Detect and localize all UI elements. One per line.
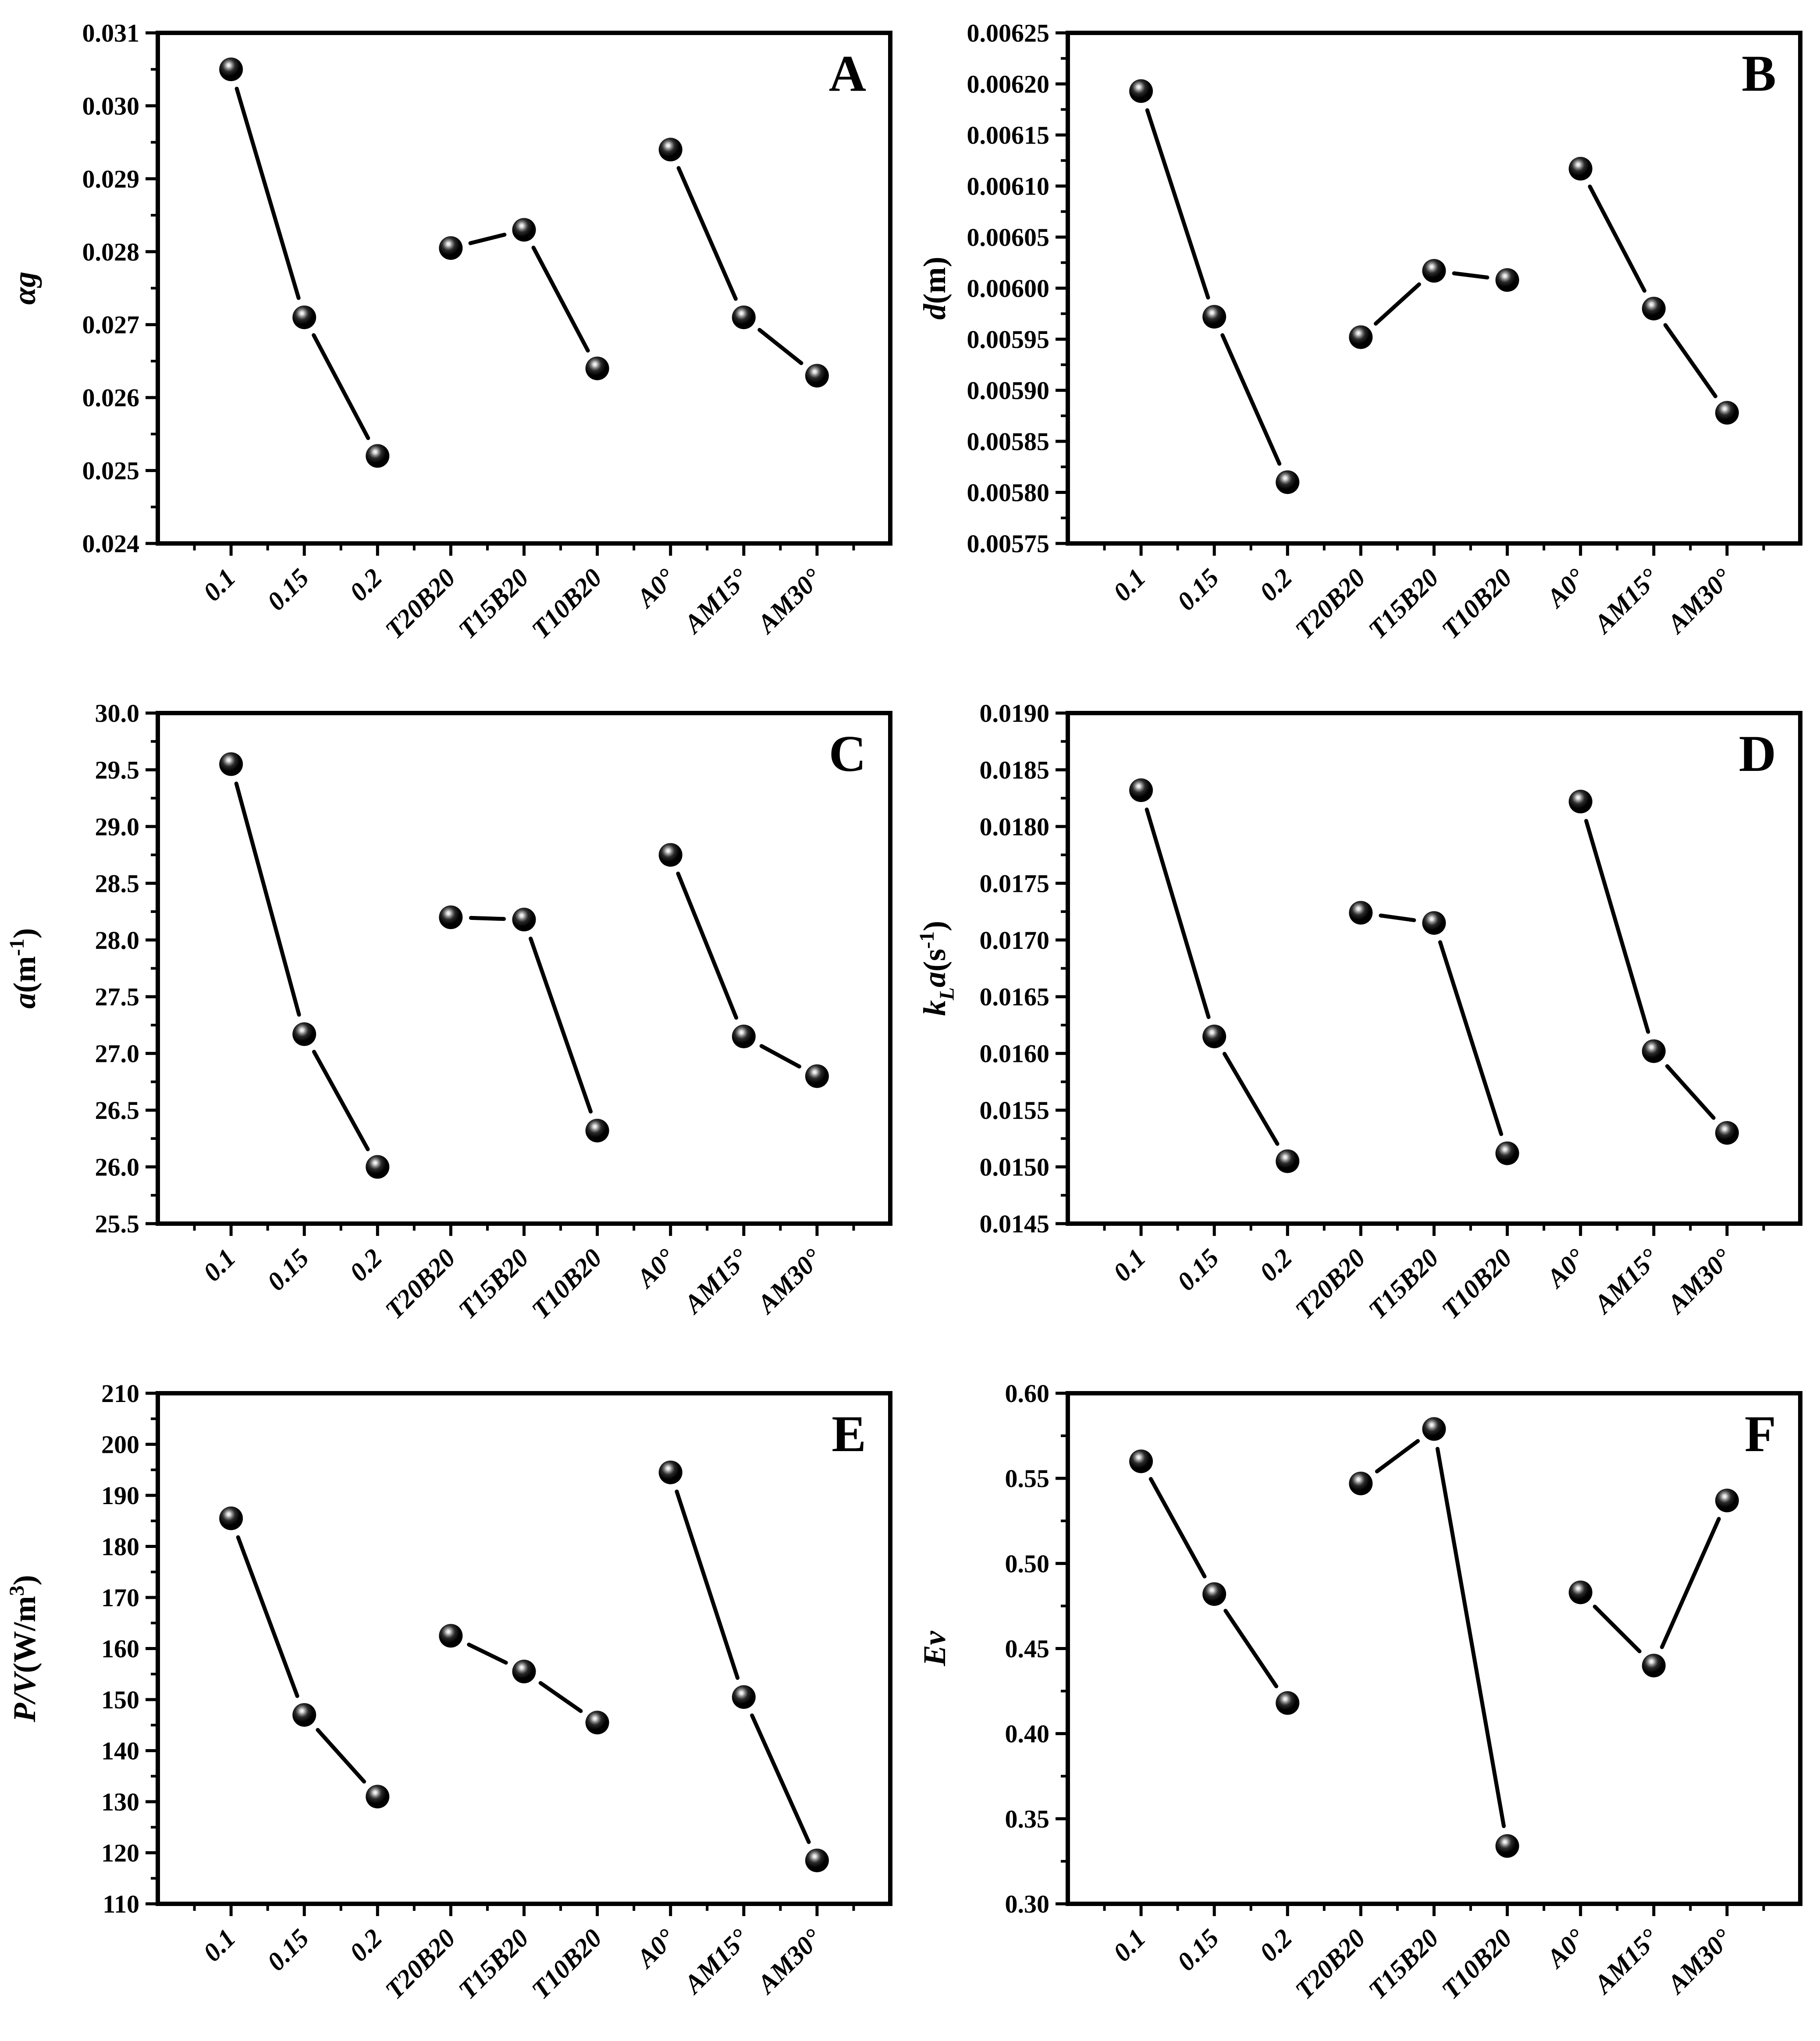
x-tick-label: T10B20 — [526, 1923, 608, 2005]
y-tick-label: 0.031 — [82, 19, 139, 47]
x-axis — [1105, 1224, 1764, 1324]
series-line — [1454, 273, 1487, 278]
x-tick-label: T15B20 — [1362, 1243, 1444, 1325]
series-line — [314, 335, 368, 438]
x-tick-label: A0° — [1541, 1923, 1591, 1973]
series-line — [1223, 335, 1280, 464]
data-point-marker — [366, 1785, 389, 1808]
x-tick-label: AM15° — [678, 563, 754, 639]
y-axis-label: Ev — [917, 1631, 952, 1666]
series-line — [469, 1645, 506, 1663]
y-axis — [1005, 1379, 1068, 1918]
data-point-marker — [1276, 1150, 1299, 1173]
series-line — [1440, 942, 1501, 1134]
data-point-marker — [1276, 470, 1299, 494]
y-tick-label: 150 — [101, 1686, 139, 1714]
y-tick-label: 0.60 — [1005, 1379, 1049, 1408]
x-tick-label: 0.2 — [344, 1243, 388, 1287]
data-series — [219, 753, 829, 1179]
y-tick-label: 190 — [101, 1481, 139, 1510]
y-tick-label: 0.00585 — [967, 427, 1049, 456]
data-point-marker — [805, 1064, 829, 1088]
y-tick-label: 0.0160 — [979, 1039, 1049, 1068]
panel-letter: F — [1744, 1405, 1776, 1462]
x-tick-label: AM15° — [1588, 1923, 1664, 1999]
series-line — [533, 248, 588, 351]
data-point-marker — [1349, 1472, 1372, 1495]
x-axis — [195, 1904, 854, 2005]
data-point-marker — [732, 1025, 756, 1048]
data-point-marker — [292, 1022, 316, 1046]
x-tick-label: AM30° — [752, 1243, 828, 1319]
data-point-marker — [1349, 901, 1372, 925]
y-tick-label: 0.0180 — [979, 812, 1049, 841]
y-tick-label: 27.5 — [95, 983, 139, 1012]
plot-box — [158, 1393, 890, 1904]
series-line — [760, 330, 801, 363]
x-tick-label: 0.1 — [1107, 1923, 1152, 1967]
y-tick-label: 29.5 — [95, 756, 139, 784]
series-line — [1590, 187, 1644, 291]
series-line — [236, 784, 299, 1015]
series-line — [1376, 284, 1419, 324]
y-tick-label: 0.40 — [1005, 1719, 1049, 1748]
y-tick-label: 0.0145 — [979, 1210, 1049, 1238]
series-line — [1662, 1519, 1719, 1647]
y-tick-label: 110 — [103, 1890, 139, 1918]
data-point-marker — [1422, 911, 1446, 935]
data-point-marker — [219, 753, 243, 776]
series-line — [314, 1052, 368, 1149]
x-tick-label: AM15° — [1588, 1243, 1664, 1319]
series-line — [1437, 1449, 1504, 1826]
x-tick-label: 0.2 — [344, 1923, 388, 1967]
y-tick-label: 29.0 — [95, 812, 139, 841]
data-point-marker — [292, 305, 316, 329]
x-tick-label: AM30° — [752, 563, 828, 639]
y-tick-label: 0.30 — [1005, 1890, 1049, 1918]
x-tick-label: 0.1 — [1107, 563, 1152, 607]
y-tick-label: 0.00595 — [967, 325, 1049, 354]
data-point-marker — [366, 1155, 389, 1179]
panel-f-chart — [910, 1360, 1820, 2041]
x-tick-label: T10B20 — [1436, 563, 1518, 645]
y-tick-label: 0.025 — [82, 456, 139, 485]
panel-letter: B — [1742, 45, 1776, 102]
data-point-marker — [659, 1461, 682, 1484]
y-tick-label: 0.00610 — [967, 172, 1049, 201]
x-tick-label: 0.15 — [1171, 1243, 1225, 1296]
y-tick-label: 0.45 — [1005, 1634, 1049, 1663]
data-point-marker — [1422, 1417, 1446, 1441]
x-tick-label: 0.2 — [1254, 1243, 1298, 1287]
series-line — [531, 939, 591, 1112]
x-tick-label: T10B20 — [526, 563, 608, 645]
series-line — [679, 168, 736, 298]
data-point-marker — [1496, 268, 1519, 292]
data-point-marker — [439, 236, 462, 260]
x-tick-label: T15B20 — [452, 1243, 534, 1325]
y-tick-label: 0.00590 — [967, 376, 1049, 405]
plot-box — [158, 713, 890, 1224]
y-tick-label: 0.00620 — [967, 70, 1049, 99]
panel-a-chart — [0, 0, 910, 680]
y-axis — [95, 699, 158, 1238]
data-series — [1129, 79, 1739, 494]
data-point-marker — [805, 1849, 829, 1872]
x-tick-label: AM30° — [752, 1923, 828, 1999]
x-tick-label: A0° — [631, 1243, 681, 1293]
data-point-marker — [586, 1119, 609, 1143]
y-tick-label: 30.0 — [95, 699, 139, 728]
series-line — [1147, 809, 1209, 1017]
series-line — [238, 1537, 297, 1696]
y-tick-label: 200 — [101, 1430, 139, 1459]
data-series — [1129, 1417, 1739, 1858]
y-tick-label: 25.5 — [95, 1210, 139, 1238]
y-tick-label: 180 — [101, 1532, 139, 1561]
x-tick-label: T20B20 — [1289, 1923, 1371, 2005]
panel-e-chart — [0, 1360, 910, 2041]
panel-e — [0, 1360, 910, 2041]
series-line — [471, 918, 504, 919]
data-point-marker — [439, 905, 462, 929]
panel-c-chart — [0, 680, 910, 1360]
x-tick-label: T15B20 — [452, 1923, 534, 2005]
data-point-marker — [659, 843, 682, 867]
data-point-marker — [366, 444, 389, 468]
x-tick-label: A0° — [1541, 563, 1591, 613]
y-tick-label: 0.0190 — [979, 699, 1049, 728]
data-point-marker — [586, 1711, 609, 1734]
y-tick-label: 0.55 — [1005, 1464, 1049, 1493]
y-tick-label: 0.0150 — [979, 1153, 1049, 1182]
y-tick-label: 0.00605 — [967, 223, 1049, 252]
x-tick-label: T20B20 — [379, 1243, 461, 1325]
y-tick-label: 0.0175 — [979, 869, 1049, 898]
data-point-marker — [1129, 79, 1153, 103]
series-line — [318, 1730, 364, 1782]
plot-box — [158, 33, 890, 543]
data-point-marker — [512, 908, 536, 931]
series-line — [1151, 1479, 1205, 1576]
data-point-marker — [1496, 1834, 1519, 1858]
series-line — [1226, 1611, 1276, 1686]
x-tick-label: T10B20 — [526, 1243, 608, 1325]
plot-box — [1068, 1393, 1800, 1904]
y-tick-label: 140 — [101, 1736, 139, 1765]
data-point-marker — [732, 305, 756, 329]
data-point-marker — [219, 1506, 243, 1530]
x-tick-label: 0.15 — [261, 1243, 315, 1296]
data-point-marker — [1349, 325, 1372, 349]
data-point-marker — [512, 218, 536, 241]
series-line — [752, 1715, 809, 1842]
data-point-marker — [1202, 1582, 1226, 1606]
panel-c — [0, 680, 910, 1360]
data-point-marker — [1202, 1025, 1226, 1048]
data-point-marker — [292, 1703, 316, 1727]
y-tick-label: 0.026 — [82, 383, 139, 412]
x-tick-label: 0.2 — [344, 563, 388, 607]
y-axis-label: $P/V(W/m^3)$ — [5, 1575, 42, 1722]
y-tick-label: 26.0 — [95, 1153, 139, 1182]
y-tick-label: 0.024 — [82, 529, 139, 558]
y-axis — [101, 1379, 158, 1918]
panel-a — [0, 0, 910, 680]
data-point-marker — [219, 57, 243, 81]
data-point-marker — [732, 1685, 756, 1709]
data-point-marker — [1642, 1654, 1666, 1677]
y-tick-label: 27.0 — [95, 1039, 139, 1068]
x-tick-label: AM15° — [1588, 563, 1664, 639]
y-tick-label: 210 — [101, 1379, 139, 1408]
y-tick-label: 0.030 — [82, 92, 139, 121]
y-axis-label: $a(m^{-1})$ — [5, 928, 42, 1009]
data-point-marker — [1496, 1141, 1519, 1165]
x-tick-label: 0.15 — [1171, 1923, 1225, 1977]
x-tick-label: T20B20 — [1289, 563, 1371, 645]
series-line — [677, 1491, 738, 1678]
x-tick-label: 0.1 — [1107, 1243, 1152, 1287]
x-tick-label: 0.1 — [197, 1923, 242, 1967]
data-point-marker — [1422, 259, 1446, 283]
y-tick-label: 0.0185 — [979, 756, 1049, 784]
x-axis — [1105, 1904, 1764, 2005]
x-tick-label: T20B20 — [1289, 1243, 1371, 1325]
x-tick-label: T15B20 — [1362, 1923, 1444, 2005]
x-tick-label: T20B20 — [379, 563, 461, 645]
y-tick-label: 0.00625 — [967, 19, 1049, 47]
data-point-marker — [1129, 778, 1153, 802]
x-tick-label: AM15° — [678, 1923, 754, 1999]
data-point-marker — [1569, 1580, 1592, 1604]
x-axis — [195, 543, 854, 644]
y-tick-label: 120 — [101, 1839, 139, 1867]
x-tick-label: A0° — [631, 563, 681, 613]
data-point-marker — [1276, 1691, 1299, 1715]
y-axis-label: αg — [7, 271, 42, 305]
data-point-marker — [1715, 401, 1739, 425]
x-tick-label: T20B20 — [379, 1923, 461, 2005]
x-tick-label: AM15° — [678, 1243, 754, 1319]
data-point-marker — [1642, 1039, 1666, 1063]
panel-d — [910, 680, 1820, 1360]
y-tick-label: 0.00575 — [967, 529, 1049, 558]
x-tick-label: 0.1 — [197, 563, 242, 607]
panel-letter: A — [828, 45, 866, 102]
y-tick-label: 0.0170 — [979, 926, 1049, 955]
panel-letter: D — [1738, 725, 1776, 782]
y-tick-label: 0.35 — [1005, 1804, 1049, 1833]
y-tick-label: 0.50 — [1005, 1549, 1049, 1578]
series-line — [1665, 325, 1715, 396]
panel-b-chart — [910, 0, 1820, 680]
y-axis — [82, 19, 158, 558]
y-tick-label: 0.029 — [82, 164, 139, 193]
data-point-marker — [659, 138, 682, 161]
x-axis — [1105, 543, 1764, 644]
panel-letter: E — [832, 1405, 866, 1462]
panel-b — [910, 0, 1820, 680]
y-tick-label: 170 — [101, 1583, 139, 1612]
data-point-marker — [512, 1660, 536, 1683]
series-line — [1595, 1607, 1639, 1651]
series-line — [678, 873, 736, 1018]
data-series — [219, 57, 829, 468]
y-tick-label: 0.00600 — [967, 274, 1049, 303]
y-tick-label: 0.00615 — [967, 121, 1049, 149]
x-tick-label: 0.15 — [261, 1923, 315, 1977]
data-series — [1129, 778, 1739, 1173]
y-tick-label: 0.027 — [82, 310, 139, 339]
y-tick-label: 0.0155 — [979, 1096, 1049, 1125]
y-tick-label: 28.0 — [95, 926, 139, 955]
y-tick-label: 130 — [101, 1788, 139, 1816]
data-point-marker — [1569, 790, 1592, 813]
y-tick-label: 0.028 — [82, 238, 139, 266]
series-line — [1381, 916, 1414, 920]
y-axis-label: d(m) — [917, 256, 952, 320]
series-line — [761, 1046, 799, 1067]
x-tick-label: AM30° — [1662, 1243, 1738, 1319]
data-point-marker — [1715, 1121, 1739, 1145]
series-line — [237, 89, 299, 298]
panel-d-chart — [910, 680, 1820, 1360]
x-axis — [195, 1224, 854, 1324]
y-tick-label: 28.5 — [95, 869, 139, 898]
x-tick-label: A0° — [631, 1923, 681, 1973]
x-tick-label: T10B20 — [1436, 1923, 1518, 2005]
data-point-marker — [1715, 1489, 1739, 1512]
data-point-marker — [439, 1624, 462, 1647]
data-point-marker — [1569, 157, 1592, 181]
panel-f — [910, 1360, 1820, 2041]
series-line — [1667, 1066, 1714, 1118]
data-point-marker — [1642, 297, 1666, 320]
panel-letter: C — [828, 725, 866, 782]
y-tick-label: 160 — [101, 1634, 139, 1663]
plot-box — [1068, 713, 1800, 1224]
data-series — [219, 1461, 829, 1872]
y-axis-label: $k_La(s^{-1})$ — [915, 920, 959, 1016]
series-line — [540, 1683, 581, 1711]
series-line — [1377, 1441, 1418, 1471]
y-axis — [967, 19, 1068, 558]
y-tick-label: 0.00580 — [967, 478, 1049, 507]
series-line — [1224, 1054, 1277, 1144]
series-line — [1147, 110, 1208, 298]
x-tick-label: 0.2 — [1254, 1923, 1298, 1967]
x-tick-label: 0.1 — [197, 1243, 242, 1287]
x-tick-label: 0.15 — [261, 563, 315, 616]
series-line — [1586, 821, 1648, 1032]
x-tick-label: T10B20 — [1436, 1243, 1518, 1325]
x-tick-label: T15B20 — [452, 563, 534, 645]
x-tick-label: AM30° — [1662, 563, 1738, 639]
y-tick-label: 0.0165 — [979, 983, 1049, 1012]
data-point-marker — [805, 364, 829, 387]
x-tick-label: T15B20 — [1362, 563, 1444, 645]
x-tick-label: A0° — [1541, 1243, 1591, 1293]
x-tick-label: 0.2 — [1254, 563, 1298, 607]
y-tick-label: 26.5 — [95, 1096, 139, 1125]
plot-box — [1068, 33, 1800, 543]
y-axis — [980, 699, 1068, 1238]
data-point-marker — [1202, 305, 1226, 329]
x-tick-label: AM30° — [1662, 1923, 1738, 1999]
data-point-marker — [586, 357, 609, 380]
series-line — [470, 234, 505, 243]
x-tick-label: 0.15 — [1171, 563, 1225, 616]
data-point-marker — [1129, 1449, 1153, 1473]
